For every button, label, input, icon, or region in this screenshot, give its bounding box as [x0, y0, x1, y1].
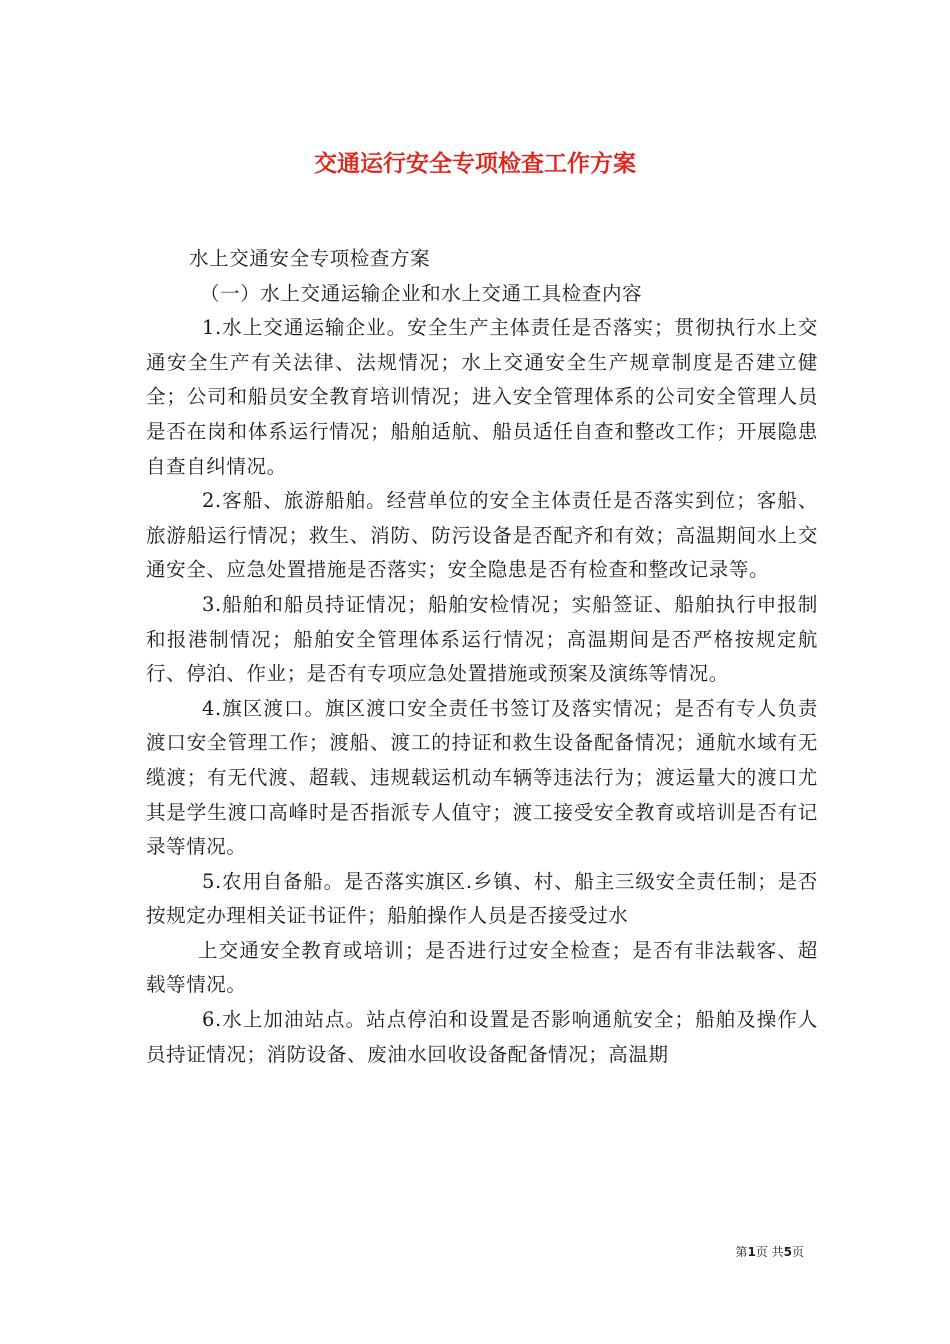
- paragraph-2: 2.客船、旅游船舶。经营单位的安全主体责任是否落实到位；客船、旅游船运行情况；救生、消防、防污设备是否配齐和有效；高温期间水上交通安全、应急处置措施是否落实；安全隐患是否有检查和整改记录等。: [146, 489, 818, 582]
- section-heading: （一）水上交通运输企业和水上交通工具检查内容: [200, 281, 643, 305]
- paragraph-6: 6.水上加油站点。站点停泊和设置是否影响通航安全；船舶及操作人员持证情况；消防设备、废油水回收设备配备情况；高温期: [146, 1008, 818, 1066]
- paragraph-4: 4.旗区渡口。旗区渡口安全责任书签订及落实情况；是否有专人负责渡口安全管理工作；渡船、渡工的持证和救生设备配备情况；通航水域有无缆渡；有无代渡、超载、违规载运机动车辆等违法行为；渡运量大的渡口尤其是学生渡口高峰时是否指派专人值守；渡工接受安全教育或培训是否有记录等情况。: [146, 696, 818, 859]
- page-number: [735, 1244, 804, 1260]
- footer-suffix: 页: [791, 1245, 804, 1259]
- paragraph-3: 3.船舶和船员持证情况；船舶安检情况；实船签证、船舶执行申报制和报港制情况；船舶安全管理体系运行情况；高温期间是否严格按规定航行、停泊、作业；是否有专项应急处置措施或预案及演练等情况。: [146, 592, 818, 686]
- page-title: 交通运行安全专项检查工作方案: [314, 151, 636, 178]
- paragraph-5: 5.农用自备船。是否落实旗区.乡镇、村、船主三级安全责任制；是否按规定办理相关证书证件；船舶操作人员是否接受过水: [146, 869, 818, 928]
- document-subtitle: 水上交通安全专项检查方案: [189, 247, 431, 270]
- document-body: [146, 242, 818, 1072]
- footer-middle: 页 共: [755, 1245, 784, 1259]
- paragraph-1: 1.水上交通运输企业。安全生产主体责任是否落实；贯彻执行水上交通安全生产有关法律、法规情况；水上交通安全生产规章制度是否建立健全；公司和船员安全教育培训情况；进入安全管理体系的公司安全管理人员是否在岗和体系运行情况；船舶适航、船员适任自查和整改工作；开展隐患自查自纠情况。: [146, 316, 818, 478]
- paragraph-5-continued: 上交通安全教育或培训；是否进行过安全检查；是否有非法载客、超载等情况。: [146, 938, 818, 997]
- footer-prefix: 第: [735, 1245, 748, 1259]
- footer-total-pages: 5: [783, 1245, 792, 1259]
- footer-current-page: 1: [747, 1245, 756, 1259]
